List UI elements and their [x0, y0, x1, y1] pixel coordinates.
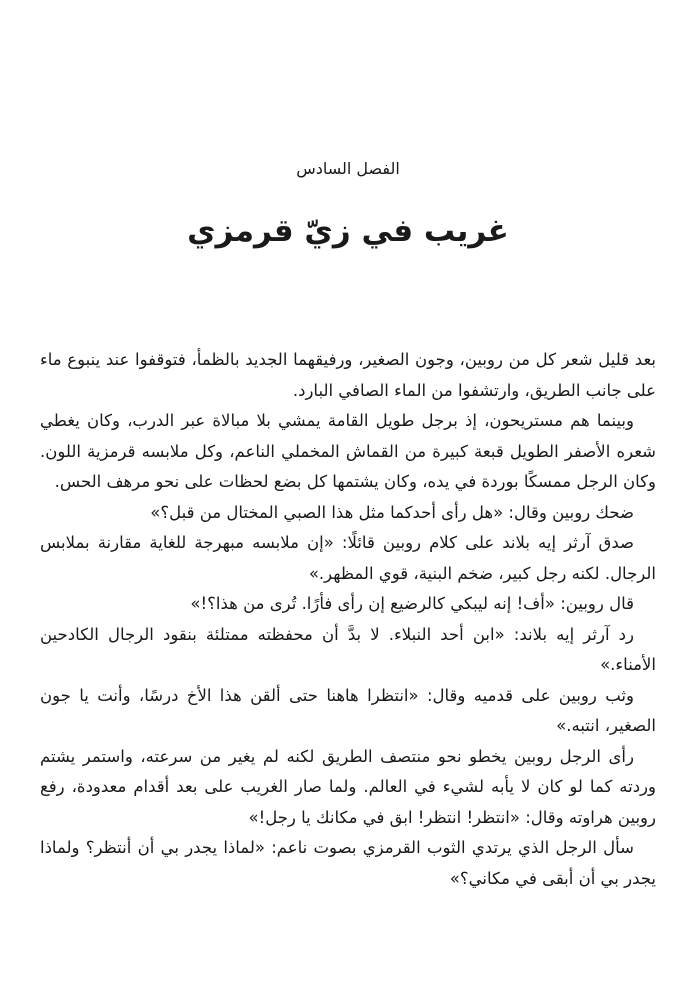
paragraph: وبينما هم مستريحون، إذ برجل طويل القامة يمشي بلا مبالاة عبر الدرب، وكان يغطي شعره الأصفر الطويل قبعة كبيرة من القماش المخملي الناعم، وكل ملابسه قرمزية اللون. وكان الرجل ممسكًا بوردة في يده، وكان يشتمها كل بضع لحظات على نحو مرهف الحس. [40, 411, 656, 491]
paragraph: قال روبين: «أف! إنه ليبكي كالرضيع إن رأى فأرًا. تُرى من هذا؟!» [190, 594, 634, 613]
chapter-title: غريب في زيّ قرمزي [187, 213, 509, 249]
paragraph: ضحك روبين وقال: «هل رأى أحدكما مثل هذا الصبي المختال من قبل؟» [150, 502, 634, 522]
paragraph: رأى الرجل روبين يخطو نحو منتصف الطريق لكنه لم يغير من سرعته، واستمر يشتم وردته كما لو كان لا يأبه لشيء في العالم. ولما صار الغريب على بعد أقدام معدودة، رفع روبين هراوته وقال: «انتظر! انتظر! ابق في مكانك يا رجل!» [40, 746, 656, 827]
paragraph: وثب روبين على قدميه وقال: «انتظرا هاهنا حتى ألقن هذا الأخ درسًا، وأنت يا جون الصغير، انتبه.» [40, 685, 656, 735]
paragraph: صدق آرثر إيه بلاند على كلام روبين قائلًا: «إن ملابسه مبهرجة للغاية مقارنة بملابس الرجال. لكنه رجل كبير، ضخم البنية، قوي المظهر.» [40, 533, 656, 583]
paragraph: رد آرثر إيه بلاند: «ابن أحد النبلاء. لا بدَّ أن محفظته ممتلئة بنقود الرجال الكادحين الأمناء.» [40, 624, 656, 674]
paragraph: بعد قليل شعر كل من روبين، وجون الصغير، ورفيقهما الجديد بالظمأ، فتوقفوا عند ينبوع ماء على جانب الطريق، وارتشفوا من الماء الصافي البارد. [40, 350, 656, 400]
chapter-label: الفصل السادس [296, 159, 400, 178]
paragraph: سأل الرجل الذي يرتدي الثوب القرمزي بصوت ناعم: «لماذا يجدر بي أن أنتظر؟ ولماذا يجدر بي أن أبقى في مكاني؟» [40, 838, 656, 888]
chapter-body [40, 345, 656, 894]
